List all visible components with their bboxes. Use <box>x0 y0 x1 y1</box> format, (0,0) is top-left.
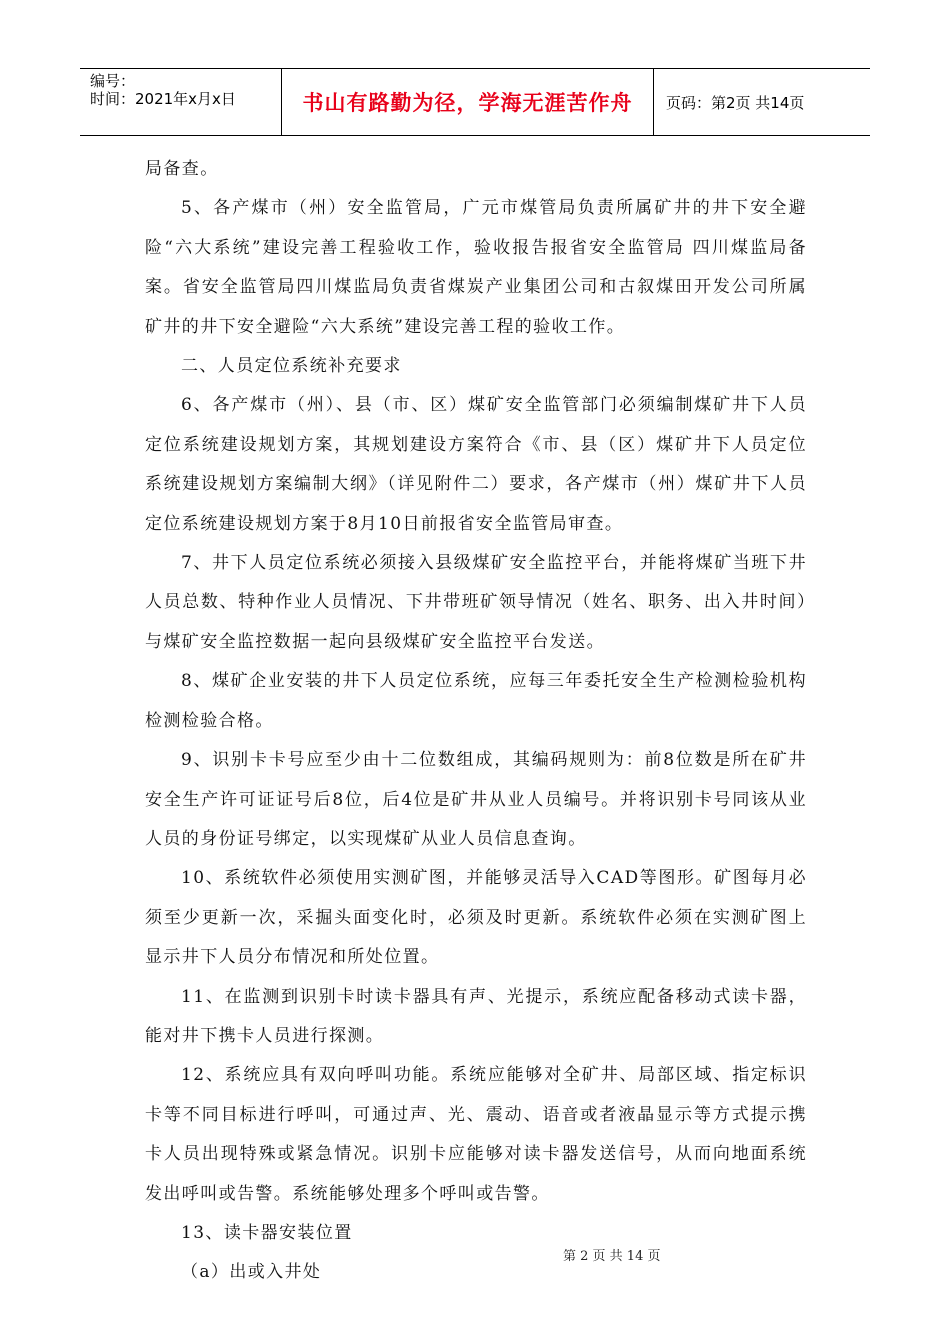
paragraph-item-5: 5、各产煤市（州）安全监管局，广元市煤管局负责所属矿井的井下安全避险“六大系统”建设完善工程验收工作，验收报告报省安全监管局 四川煤监局备案。省安全监管局四川煤监局负责省煤炭产业集团公司和古叙煤田开发公司所属矿井的井下安全避险“六大系统”建设完善工程的验收工作。 <box>145 198 807 337</box>
number-label: 编号： <box>90 72 136 90</box>
paragraph-item-8: 8、煤矿企业安装的井下人员定位系统，应每三年委托安全生产检测检验机构检测检验合格。 <box>145 671 807 731</box>
paragraph-continuation: 局备查。 <box>145 159 219 179</box>
document-body <box>145 150 807 1293</box>
footer-page-number: 第 2 页 共 14 页 <box>563 1249 661 1264</box>
header-meta-cell <box>80 69 282 135</box>
page-header <box>80 68 870 136</box>
time-label: 时间：2021年x月x日 <box>90 90 236 108</box>
paragraph-item-7: 7、井下人员定位系统必须接入县级煤矿安全监控平台，并能将煤矿当班下井人员总数、特种作业人员情况、下井带班矿领导情况（姓名、职务、出入井时间）与煤矿安全监控数据一起向县级煤矿安全监控平台发送。 <box>145 553 807 652</box>
paragraph-item-6: 6、各产煤市（州）、县（市、区）煤矿安全监管部门必须编制煤矿井下人员定位系统建设规划方案，其规划建设方案符合《市、县（区）煤矿井下人员定位系统建设规划方案编制大纲》（详见附件二）要求，各产煤市（州）煤矿井下人员定位系统建设规划方案于8月10日前报省安全监管局审查。 <box>145 395 807 534</box>
paragraph-item-9: 9、识别卡卡号应至少由十二位数组成，其编码规则为：前8位数是所在矿井安全生产许可证证号后8位，后4位是矿井从业人员编号。并将识别卡号同该从业人员的身份证号绑定，以实现煤矿从业人员信息查询。 <box>145 750 807 849</box>
paragraph-item-13a: （a）出或入井处 <box>181 1262 322 1283</box>
header-motto: 书山有路勤为径，学海无涯苦作舟 <box>282 69 654 135</box>
paragraph-item-11: 11、在监测到识别卡时读卡器具有声、光提示，系统应配备移动式读卡器，能对井下携卡人员进行探测。 <box>145 986 807 1046</box>
paragraph-item-10: 10、系统软件必须使用实测矿图，并能够灵活导入CAD等图形。矿图每月必须至少更新一次，采掘头面变化时，必须及时更新。系统软件必须在实测矿图上显示井下人员分布情况和所处位置。 <box>145 868 807 968</box>
paragraph-item-12: 12、系统应具有双向呼叫功能。系统应能够对全矿井、局部区域、指定标识卡等不同目标进行呼叫，可通过声、光、震动、语音或者液晶显示等方式提示携卡人员出现特殊或紧急情况。识别卡应能够对读卡器发送信号，从而向地面系统发出呼叫或告警。系统能够处理多个呼叫或告警。 <box>145 1065 807 1204</box>
paragraph-item-13: 13、读卡器安装位置 <box>181 1222 353 1243</box>
section-heading-2: 二、人员定位系统补充要求 <box>181 356 402 377</box>
header-page-info: 页码：第2页 共14页 <box>666 93 805 112</box>
